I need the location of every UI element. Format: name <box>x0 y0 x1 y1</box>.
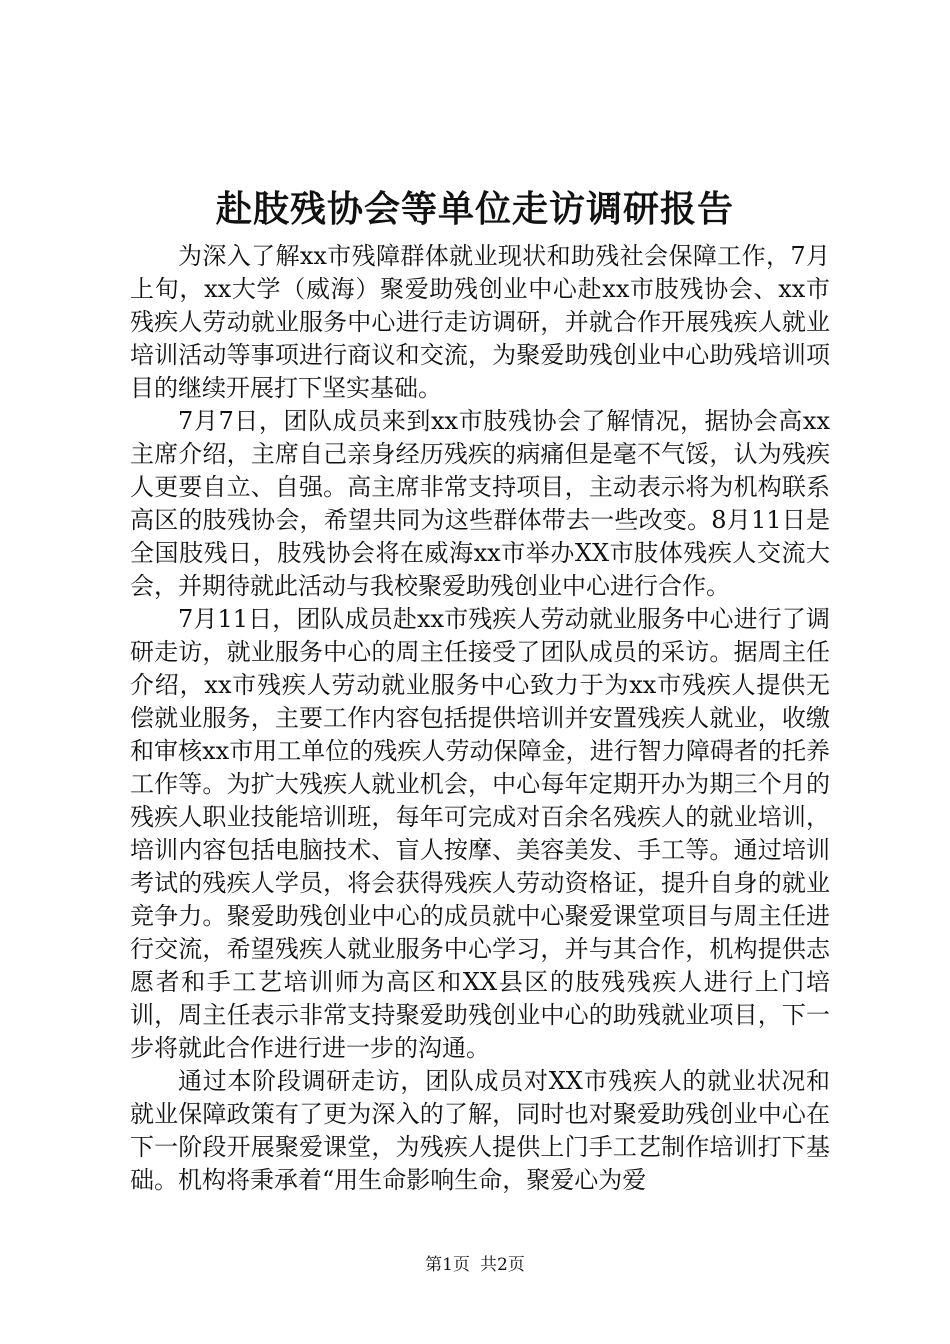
page-total: 共2页 <box>480 1255 525 1275</box>
page-footer <box>0 1254 950 1276</box>
page-number: 第1页 <box>425 1255 470 1275</box>
paragraph: 通过本阶段调研走访，团队成员对XX市残疾人的就业状况和就业保障政策有了更为深入的了解，同时也对聚爱助残创业中心在下一阶段开展聚爱课堂，为残疾人提供上门手工艺制作培训打下基础。机构将秉承着“用生命影响生命，聚爱心为爱 <box>130 1067 830 1194</box>
paragraph: 为深入了解xx市残障群体就业现状和助残社会保障工作，7月上旬，xx大学（威海）聚爱助残创业中心赴xx市肢残协会、xx市残疾人劳动就业服务中心进行走访调研，并就合作开展残疾人就业培训活动等事项进行商议和交流，为聚爱助残创业中心助残培训项目的继续开展打下坚实基础。 <box>130 242 830 402</box>
paragraph: 7月11日，团队成员赴xx市残疾人劳动就业服务中心进行了调研走访，就业服务中心的周主任接受了团队成员的采访。据周主任介绍，xx市残疾人劳动就业服务中心致力于为xx市残疾人提供无偿就业服务，主要工作内容包括提供培训并安置残疾人就业，收缴和审核xx市用工单位的残疾人劳动保障金，进行智力障碍者的托养工作等。为扩大残疾人就业机会，中心每年定期开办为期三个月的残疾人职业技能培训班，每年可完成对百余名残疾人的就业培训，培训内容包括电脑技术、盲人按摩、美容美发、手工等。通过培训考试的残疾人学员，将会获得残疾人劳动资格证，提升自身的就业竞争力。聚爱助残创业中心的成员就中心聚爱课堂项目与周主任进行交流，希望残疾人就业服务中心学习，并与其合作，机构提供志愿者和手工艺培训师为高区和XX县区的肢残残疾人进行上门培训，周主任表示非常支持聚爱助残创业中心的助残就业项目，下一步将就此合作进行进一步的沟通。 <box>130 605 830 1062</box>
paragraph: 7月7日，团队成员来到xx市肢残协会了解情况，据协会高xx主席介绍，主席自己亲身经历残疾的病痛但是毫不气馁，认为残疾人更要自立、自强。高主席非常支持项目，主动表示将为机构联系高区的肢残协会，希望共同为这些群体带去一些改变。8月11日是全国肢残日，肢残协会将在威海xx市举办XX市肢体残疾人交流大会，并期待就此活动与我校聚爱助残创业中心进行合作。 <box>130 407 830 600</box>
document-title: 赴肢残协会等单位走访调研报告 <box>215 188 734 230</box>
document-body <box>130 240 830 1197</box>
